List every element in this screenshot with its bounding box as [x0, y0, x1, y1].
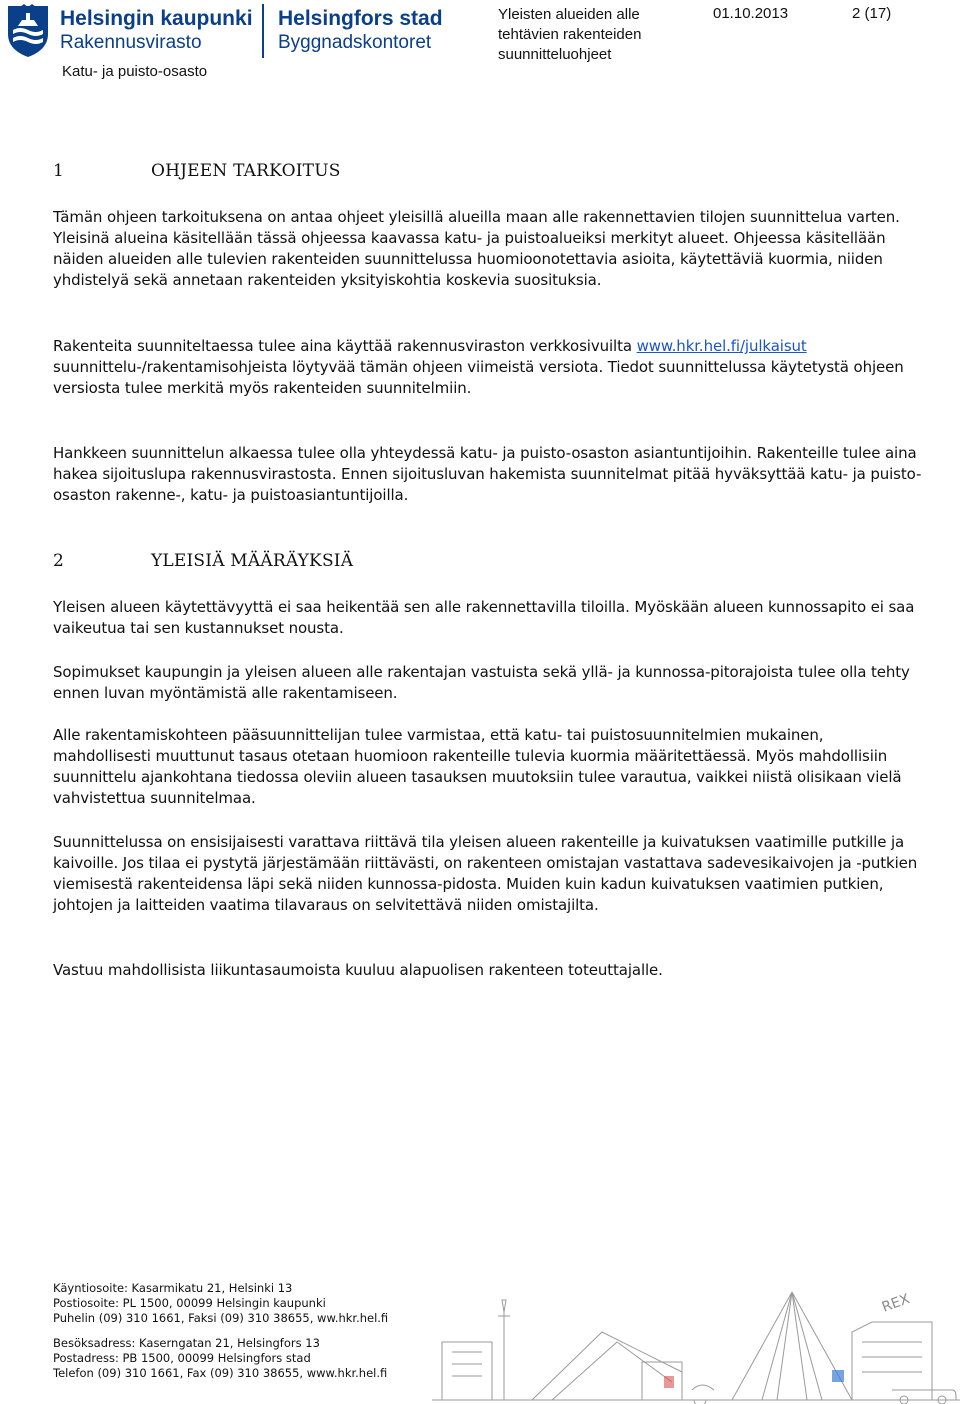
section-heading	[53, 551, 353, 571]
footer-postal-address: Postiosoite: PL 1500, 00099 Helsingin kaupunki	[53, 1296, 326, 1310]
helsinki-crest-logo	[6, 4, 50, 58]
page-number: 2 (17)	[852, 5, 892, 22]
section-title: OHJEEN TARKOITUS	[151, 161, 341, 181]
section-title: YLEISIÄ MÄÄRÄYKSIÄ	[151, 551, 354, 571]
footer-visit-address: Käyntiosoite: Kasarmikatu 21, Helsinki 13	[53, 1281, 293, 1295]
publications-link[interactable]: www.hkr.hel.fi/julkaisut	[636, 337, 807, 355]
org-name-finnish: Helsingin kaupunki	[60, 7, 253, 30]
footer-phone: Telefon (09) 310 1661, Fax (09) 310 38655, www.hkr.hel.fi	[53, 1366, 388, 1380]
section-number: 1	[53, 161, 65, 181]
org-name-swedish: Helsingfors stad	[278, 7, 443, 30]
paragraph: Hankkeen suunnittelun alkaessa tulee olla yhteydessä katu- ja puisto-osaston asiantuntijoihin. Rakenteille tulee aina hakea sijoituslupa rakennusvirastosta. Ennen sijoitusluvan hakemista suunnitelmat pitää hyväksyttää katu- ja puisto-osaston rakenne-, katu- ja puistoasiantuntijoilla.	[53, 444, 922, 504]
illustration-sign: REX	[879, 1291, 912, 1316]
department-name: Katu- ja puisto-osasto	[62, 63, 208, 80]
city-illustration	[432, 1272, 960, 1404]
paragraph-with-link	[53, 336, 923, 399]
footer-address-finnish	[53, 1281, 388, 1326]
link-outro-text: suunnittelu-/rakentamisohjeista löytyvää tämän ohjeen viimeistä versiota. Tiedot suunnittelussa käytetystä ohjeen versiosta tulee merkitä myös rakenteiden suunnitelmiin.	[53, 358, 904, 397]
footer-postal-address: Postadress: PB 1500, 00099 Helsingfors stad	[53, 1351, 311, 1365]
document-date: 01.10.2013	[713, 5, 789, 22]
paragraph: Suunnittelussa on ensisijaisesti varattava riittävä tila yleisen alueen rakenteille ja kuivatuksen vaatimille putkille ja kaivoille. Jos tilaa ei pystytä järjestämään riittävästi, on rakenteen omistajan vastattava sadevesikaivojen ja -putkien viemisestä rakenteidensa läpi sekä niiden kunnossa-pidosta. Muiden kuin kadun kuivatuksen vaatimien putkien, johtojen ja laitteiden vaatima tilavaraus on selvitettävä niiden omistajilta.	[53, 833, 918, 914]
header-divider	[262, 4, 264, 58]
footer-phone: Puhelin (09) 310 1661, Faksi (09) 310 38655, ww.hkr.hel.fi	[53, 1311, 389, 1325]
footer-visit-address: Besöksadress: Kaserngatan 21, Helsingfors 13	[53, 1336, 320, 1350]
link-intro-text: Rakenteita suunniteltaessa tulee aina käyttää rakennusviraston verkkosivuilta	[53, 337, 632, 355]
paragraph: Sopimukset kaupungin ja yleisen alueen alle rakentajan vastuista sekä yllä- ja kunnossa-pitorajoista tulee olla tehty ennen luvan myöntämistä alle rakentamiseen.	[53, 663, 910, 702]
footer-address-swedish	[53, 1336, 387, 1381]
paragraph: Tämän ohjeen tarkoituksena on antaa ohjeet yleisillä alueilla maan alle rakennettavien tilojen suunnittelua varten. Yleisinä alueina käsitellään tässä ohjeessa kaavassa katu- ja puistoalueiksi merkityt alueet. Ohjeessa käsitellään näiden alueiden alle tulevien rakenteiden suunnittelussa huomioonotettavia asioita, käytettäviä kuormia, niiden yhdistelyä sekä annetaan rakenteiden yksityiskohtia koskevia suosituksia.	[53, 208, 900, 289]
document-title: Yleisten alueiden alle tehtävien rakenteiden suunnitteluohjeet	[498, 6, 642, 63]
paragraph: Vastuu mahdollisista liikuntasaumoista kuuluu alapuolisen rakenteen toteuttajalle.	[53, 961, 663, 979]
paragraph: Yleisen alueen käytettävyyttä ei saa heikentää sen alle rakennettavilla tiloilla. Myöskään alueen kunnossapito ei saa vaikeutua tai sen kustannukset nousta.	[53, 598, 915, 637]
org-unit-swedish: Byggnadskontoret	[278, 32, 432, 53]
org-unit-finnish: Rakennusvirasto	[60, 32, 202, 53]
paragraph: Alle rakentamiskohteen pääsuunnittelijan tulee varmistaa, että katu- tai puistosuunnitelmien mukainen, mahdollisesti muuttunut tasaus otetaan huomioon rakenteille tulevia kuormia määritettäessä. Myös mahdollisiin suunnittelu ajankohtana tiedossa oleviin alueen tasauksen muutoksiin tulee varautua, vaikkei niistä olisikaan vielä vahvistettua suunnitelmaa.	[53, 726, 902, 807]
section-number: 2	[53, 551, 65, 571]
section-heading	[53, 161, 341, 181]
